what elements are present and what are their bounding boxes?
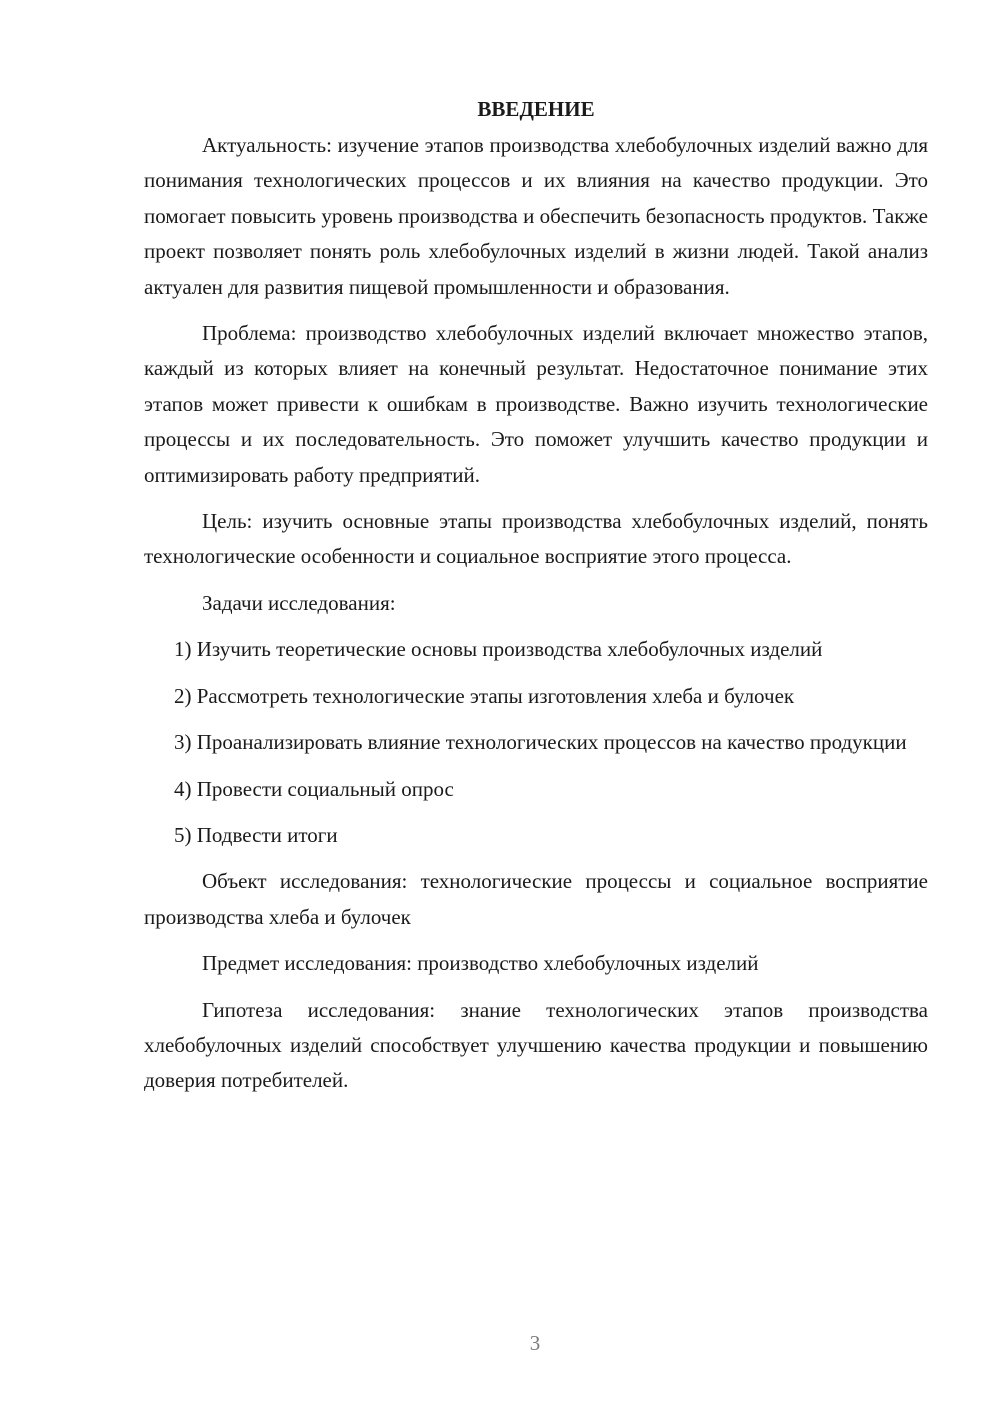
page-number: 3 [529, 1331, 541, 1355]
paragraph-goal: Цель: изучить основные этапы производства хлебобулочных изделий, понять технологические особенности и социальное восприятие этого процесса. [144, 509, 928, 569]
task-item-3: 3) Проанализировать влияние технологических процессов на качество продукции [174, 730, 907, 755]
task-item-1: 1) Изучить теоретические основы производства хлебобулочных изделий [174, 637, 823, 662]
paragraph-object: Объект исследования: технологические процессы и социальное восприятие производства хлеба и булочек [144, 869, 928, 929]
paragraph-hypothesis: Гипотеза исследования: знание технологических этапов производства хлебобулочных изделий способствует улучшению качества продукции и повышению доверия потребителей. [144, 997, 928, 1093]
task-item-2: 2) Рассмотреть технологические этапы изготовления хлеба и булочек [174, 683, 795, 708]
paragraph-relevance: Актуальность: изучение этапов производства хлебобулочных изделий важно для понимания технологических процессов и их влияния на качество продукции. Это помогает повысить уровень производства и обеспечить безопасность продуктов. Также проект позволяет понять роль хлебобулочных изделий в жизни людей. Такой анализ актуален для развития пищевой промышленности и образования. [144, 133, 928, 299]
task-item-4: 4) Провести социальный опрос [174, 776, 454, 801]
page-title: ВВЕДЕНИЕ [477, 97, 595, 121]
task-item-5: 5) Подвести итоги [174, 822, 338, 847]
tasks-heading: Задачи исследования: [202, 590, 396, 615]
paragraph-problem: Проблема: производство хлебобулочных изделий включает множество этапов, каждый из которых влияет на конечный результат. Недостаточное понимание этих этапов может привести к ошибкам в производстве. Важно изучить технологические процессы и их последовательность. Это поможет улучшить качество продукции и оптимизировать работу предприятий. [144, 321, 928, 487]
paragraph-subject: Предмет исследования: производство хлебобулочных изделий [202, 951, 759, 976]
document-page [144, 92, 928, 1110]
